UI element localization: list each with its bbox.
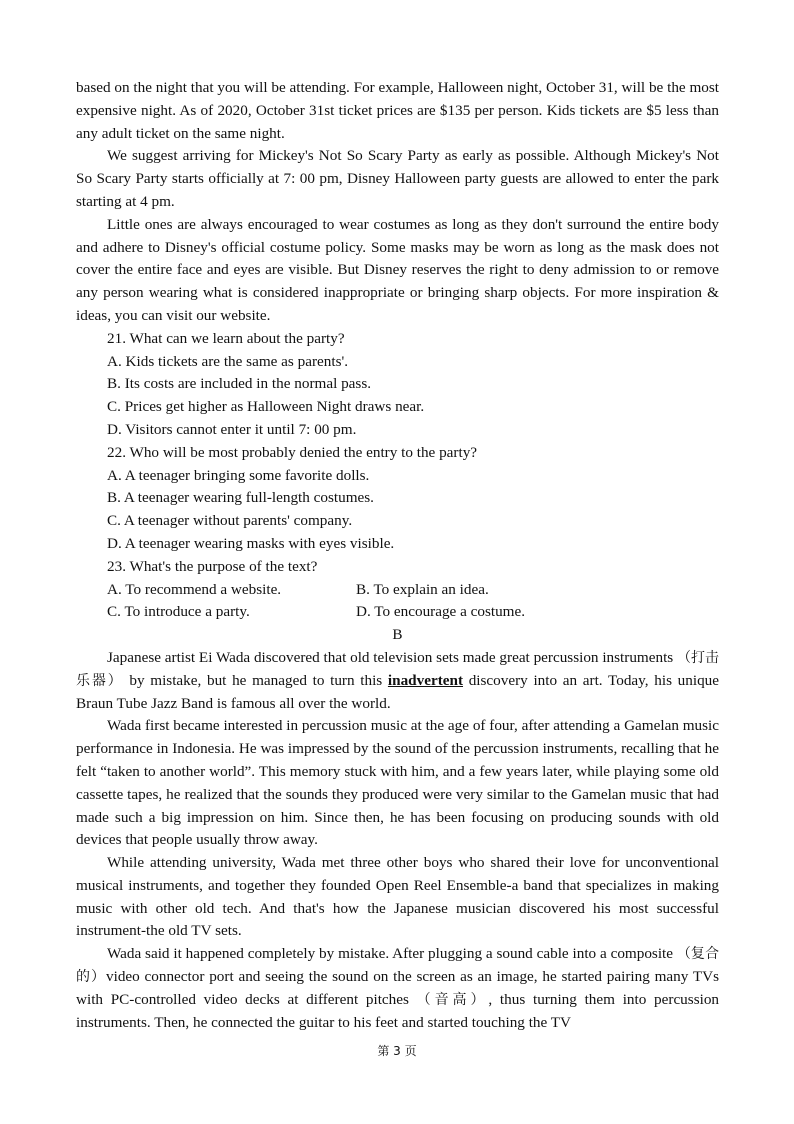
- question-23-options-row-2: [76, 601, 719, 624]
- passage-b-paragraph-1: [76, 647, 719, 715]
- question-22-option-a: A. A teenager bringing some favorite dolls.: [107, 466, 370, 484]
- passage-b-p4-mid: video connector port and seeing the sound on the screen as an image, he started pairing many TVs with PC-controlled video decks at different pitches: [76, 968, 720, 1008]
- question-23-stem: 23. What's the purpose of the text?: [107, 557, 318, 575]
- passage-b-p1-start: Japanese artist Ei Wada discovered that old television sets made great percussion instruments: [107, 648, 677, 666]
- question-21-option-c: C. Prices get higher as Halloween Night draws near.: [107, 398, 425, 416]
- passage-b-p1-end: discovery into an art. Today, his unique Braun Tube Jazz Band is famous all over the world.: [76, 671, 720, 712]
- passage-b-p4-chinese-gloss-1: （复合的）: [76, 946, 719, 986]
- question-23-options-row-1: [76, 579, 719, 602]
- passage-b-paragraph-2: Wada first became interested in percussion music at the age of four, after attending a Gamelan music performance in Indonesia. He was impressed by the sound of the percussion instruments, recalling that he felt “taken to another world”. This memory stuck with him, and a few years later, while playing some old cassette tapes, he realized that the sounds they produced were very similar to the Gamelan music that had made such a big impression on him. Since then, he has been focusing on producing sounds with old devices that people usually throw away.: [76, 717, 719, 849]
- question-21-stem: 21. What can we learn about the party?: [107, 329, 345, 347]
- question-22-stem: 22. Who will be most probably denied the entry to the party?: [107, 443, 478, 461]
- question-22-option-d: D. A teenager wearing masks with eyes visible.: [107, 534, 395, 552]
- passage-b-p4-end: , thus turning them into percussion instruments. Then, he connected the guitar to his feet and started touching the TV: [76, 990, 720, 1031]
- passage-a-paragraph-3: Little ones are always encouraged to wear costumes as long as they don't surround the entire body and adhere to Disney's official costume policy. Some masks may be worn as long as the mask does not cover the entire face and eyes are visible. But Disney reserves the right to deny admission to or remove any person wearing what is considered inappropriate or bringing sharp objects. For more inspiration & ideas, you can visit our website.: [76, 215, 719, 324]
- question-21-option-d: D. Visitors cannot enter it until 7: 00 pm.: [107, 420, 357, 438]
- passage-b-p1-mid: by mistake, but he managed to turn this: [123, 671, 388, 689]
- passage-b-keyword: inadvertent: [387, 671, 464, 689]
- passage-a-paragraph-2: We suggest arriving for Mickey's Not So Scary Party as early as possible. Although Mickey's Not So Scary Party starts officially at 7: 00 pm, Disney Halloween party guests are allowed to enter the park starting at 4 pm.: [76, 147, 719, 210]
- passage-a-paragraph-1: based on the night that you will be attending. For example, Halloween night, October 31, will be the most expensive night. As of 2020, October 31st ticket prices are $135 per person. Kids tickets are $5 less than any adult ticket on the same night.: [76, 79, 719, 142]
- question-23-option-d: D. To encourage a costume.: [356, 603, 526, 621]
- main-text: [76, 77, 719, 1034]
- question-22-option-b: B. A teenager wearing full-length costumes.: [107, 489, 374, 507]
- page-footer: [0, 1043, 794, 1059]
- question-22-option-c: C. A teenager without parents' company.: [107, 512, 353, 530]
- question-23-option-b: B. To explain an idea.: [356, 580, 489, 598]
- passage-b-paragraph-4: [76, 943, 719, 1034]
- question-23-option-a: A. To recommend a website.: [107, 580, 282, 598]
- passage-b-paragraph-3: While attending university, Wada met three other boys who shared their love for unconventional musical instruments, and together they founded Open Reel Ensemble-a band that specializes in making music with other old tech. And that's how the Japanese musician discovered his most successful instrument-the old TV sets.: [76, 854, 719, 940]
- section-b-heading: B: [392, 626, 403, 644]
- question-23-option-c: C. To introduce a party.: [107, 603, 250, 621]
- page-number: 第 3 页: [377, 1044, 417, 1058]
- passage-b-p4-chinese-gloss-2: （音高）: [416, 991, 489, 1008]
- passage-b-p1-chinese-gloss: （打击乐器）: [76, 649, 720, 689]
- question-21-option-b: B. Its costs are included in the normal pass.: [107, 375, 372, 393]
- question-21-option-a: A. Kids tickets are the same as parents'.: [107, 352, 349, 370]
- passage-b-p4-start: Wada said it happened completely by mistake. After plugging a sound cable into a composite: [107, 945, 677, 963]
